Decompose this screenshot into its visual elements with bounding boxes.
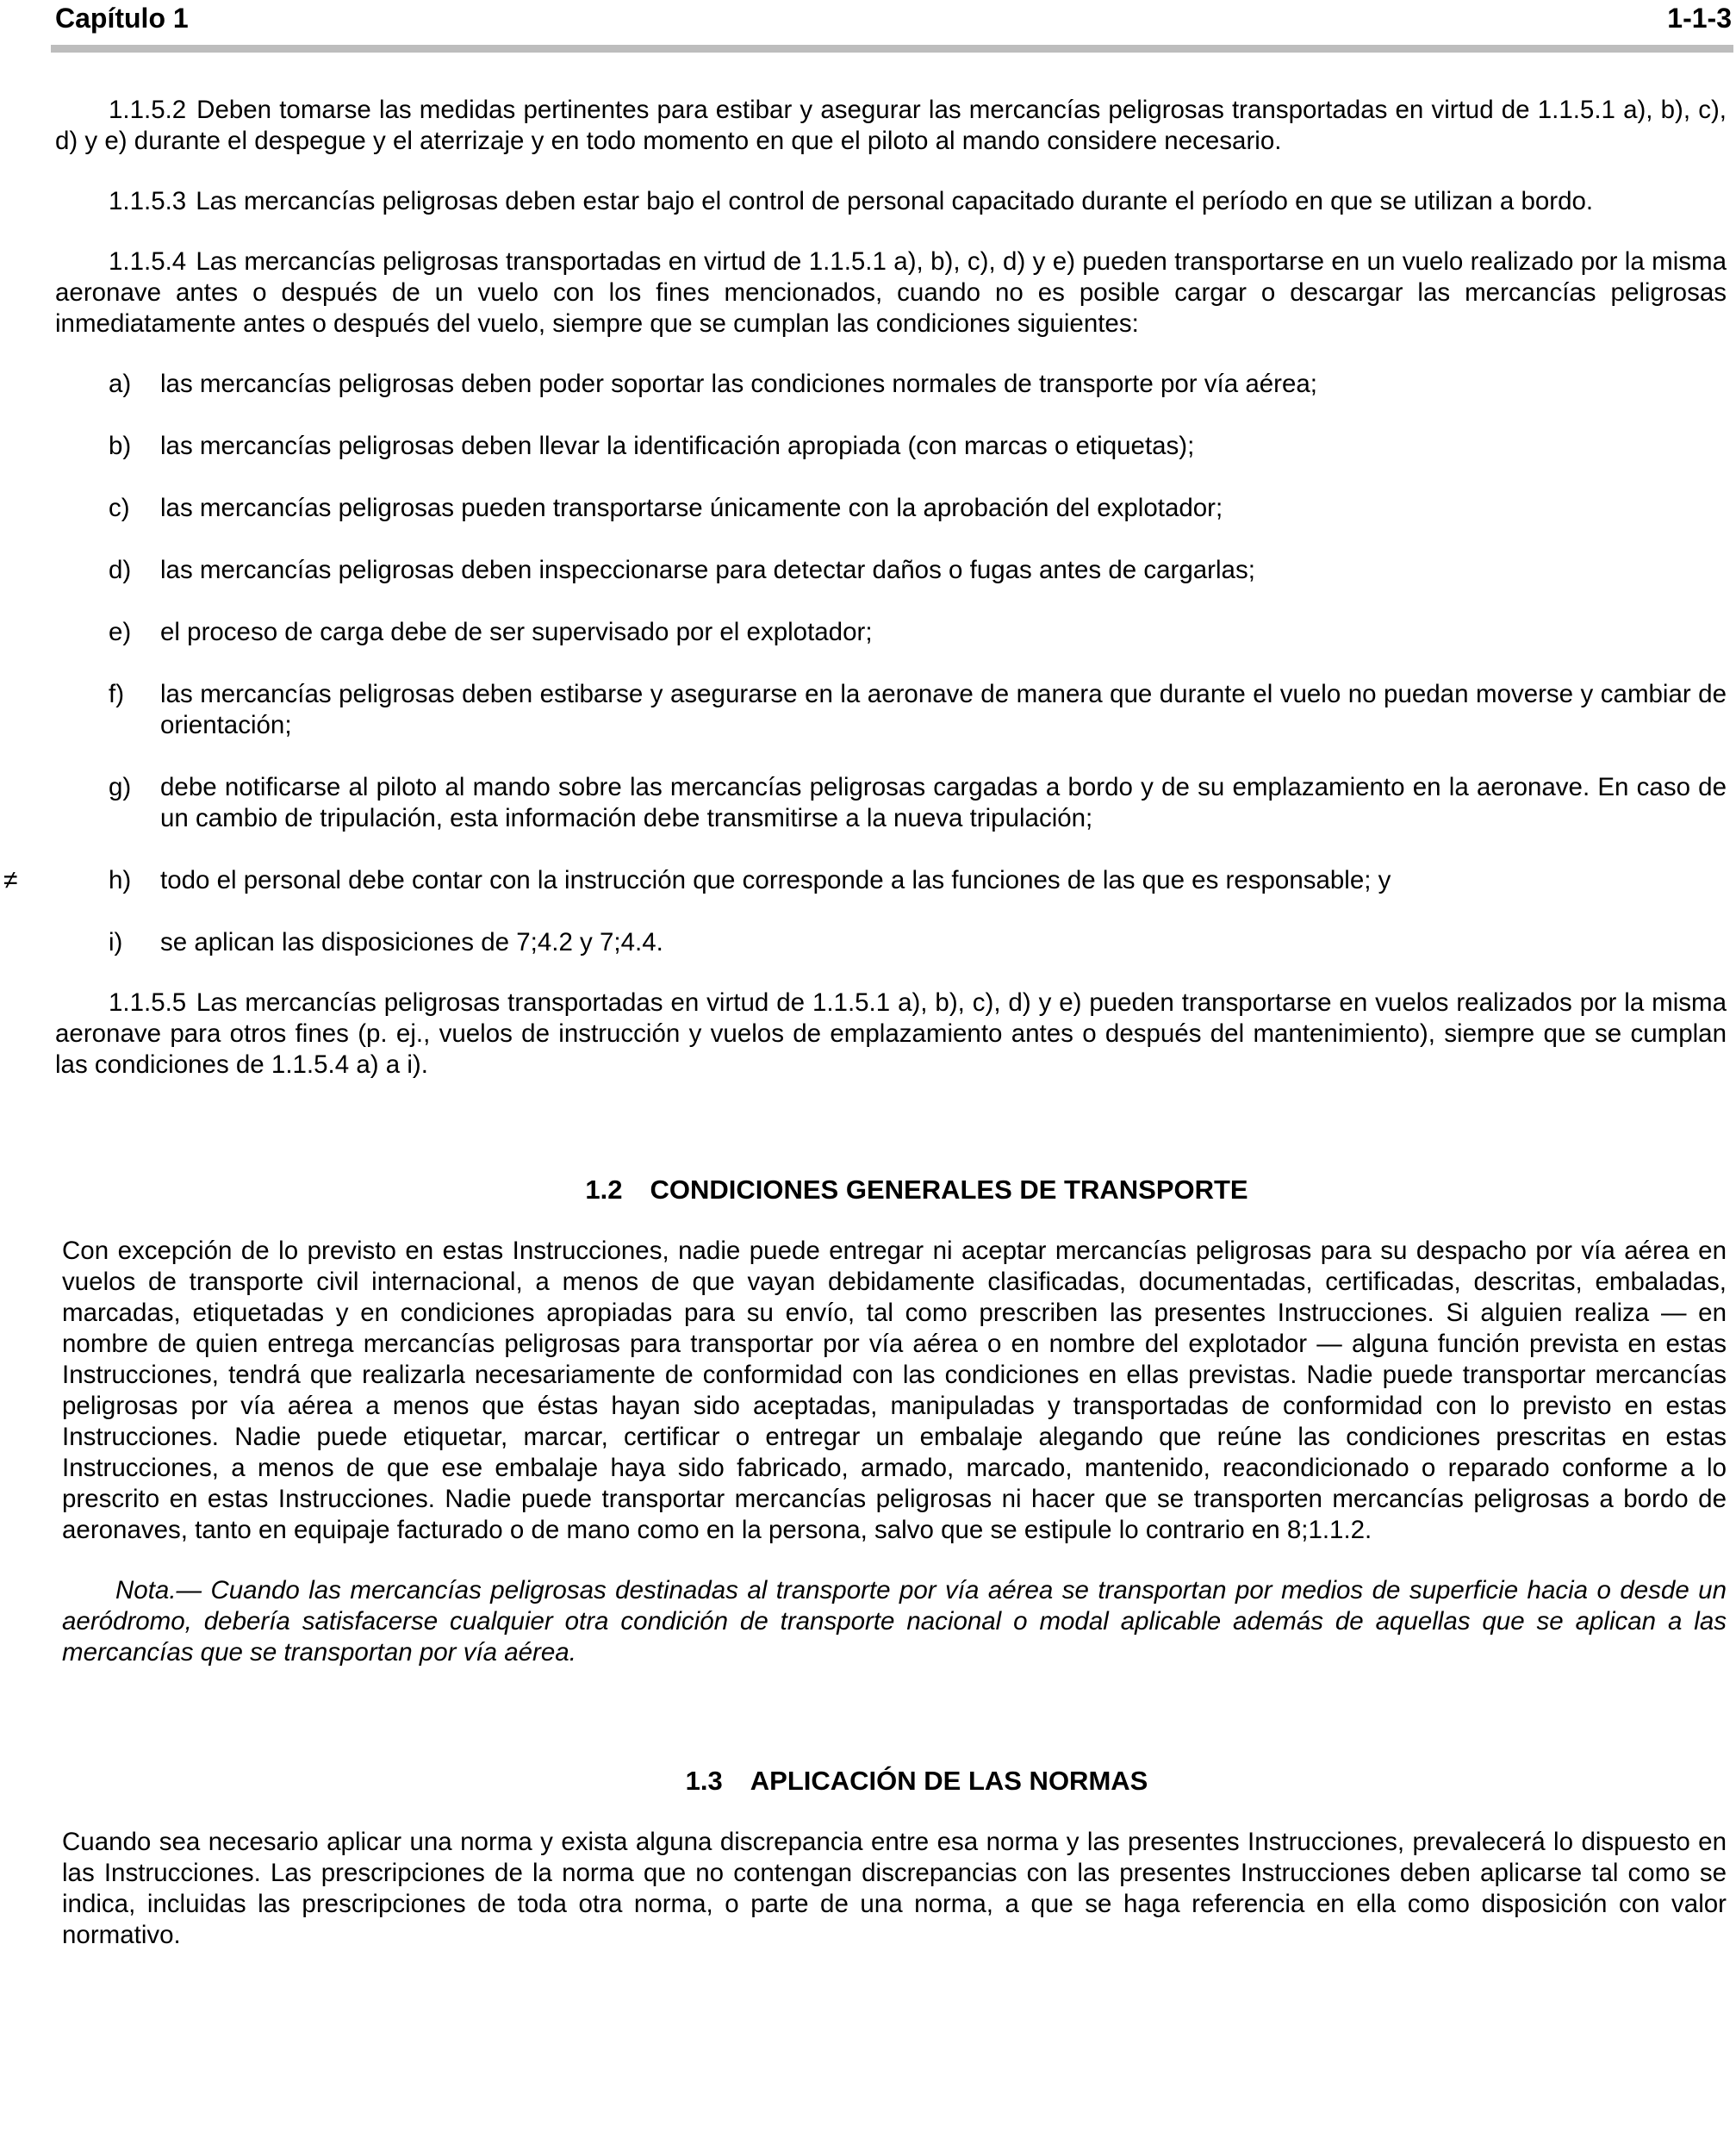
list-letter: e) bbox=[109, 618, 132, 646]
list-item-e bbox=[55, 617, 1727, 648]
list-item-text: las mercancías peligrosas pueden transportarse únicamente con la aprobación del explotador; bbox=[160, 494, 1223, 522]
list-item-a bbox=[55, 369, 1727, 400]
change-mark: ≠ bbox=[3, 866, 18, 894]
paragraph-1-1-5-5 bbox=[55, 988, 1727, 1081]
list-letter: h) bbox=[109, 866, 132, 894]
list-item-text: las mercancías peligrosas deben poder soportar las condiciones normales de transporte por vía aérea; bbox=[160, 370, 1317, 398]
paragraph-number: 1.1.5.5 bbox=[109, 988, 187, 1017]
list-letter: a) bbox=[109, 370, 132, 398]
paragraph-text: Las mercancías peligrosas deben estar bajo el control de personal capacitado durante el período en que se utilizan a bordo. bbox=[196, 187, 1594, 215]
list-item-b bbox=[55, 431, 1727, 462]
section-number: 1.3 bbox=[685, 1766, 723, 1796]
list-item-text: debe notificarse al piloto al mando sobre las mercancías peligrosas cargadas a bordo y de su emplazamiento en la aeronave. En caso de un cambio de tripulación, esta información debe transmitirse a la nueva tripulación; bbox=[160, 773, 1727, 832]
header-divider bbox=[51, 45, 1733, 53]
section-heading-1-2 bbox=[55, 1174, 1727, 1206]
list-item-c bbox=[55, 493, 1727, 524]
section-heading-1-3 bbox=[55, 1765, 1727, 1798]
paragraph-text: Las mercancías peligrosas transportadas en virtud de 1.1.5.1 a), b), c), d) y e) pueden transportarse en un vuelo realizado por la misma aeronave antes o después de un vuelo con los fines mencionados, cuando no es posible cargar o descargar las mercancías peligrosas inmediatamente antes o después del vuelo, siempre que se cumplan las condiciones siguientes: bbox=[55, 247, 1727, 338]
section-title: APLICACIÓN DE LAS NORMAS bbox=[750, 1766, 1148, 1796]
list-letter: c) bbox=[109, 494, 130, 522]
page-header bbox=[55, 2, 1732, 36]
list-item-f bbox=[55, 679, 1727, 741]
list-item-d bbox=[55, 555, 1727, 586]
list-letter: i) bbox=[109, 928, 123, 956]
paragraph-number: 1.1.5.3 bbox=[109, 187, 187, 215]
paragraph-1-1-5-4 bbox=[55, 246, 1727, 340]
list-item-h bbox=[3, 865, 1727, 896]
list-item-text: las mercancías peligrosas deben estibarse y asegurarse en la aeronave de manera que durante el vuelo no puedan moverse y cambiar de orientación; bbox=[160, 680, 1727, 739]
paragraph-number: 1.1.5.2 bbox=[109, 96, 187, 124]
section-title: CONDICIONES GENERALES DE TRANSPORTE bbox=[650, 1175, 1248, 1205]
paragraph-text: Deben tomarse las medidas pertinentes para estibar y asegurar las mercancías peligrosas transportadas en virtud de 1.1.5.1 a), b), c), d) y e) durante el despegue y el aterrizaje y en todo momento en que el piloto al mando considere necesario. bbox=[55, 96, 1727, 155]
list-item-text: las mercancías peligrosas deben inspeccionarse para detectar daños o fugas antes de cargarlas; bbox=[160, 556, 1255, 584]
chapter-title: Capítulo 1 bbox=[55, 3, 189, 34]
list-letter: g) bbox=[109, 773, 132, 801]
page-content bbox=[3, 95, 1727, 1980]
list-item-text: todo el personal debe contar con la instrucción que corresponde a las funciones de las que es responsable; y bbox=[160, 866, 1391, 894]
page-number: 1-1-3 bbox=[1667, 3, 1732, 34]
list-letter: f) bbox=[109, 680, 125, 708]
list-item-text: se aplican las disposiciones de 7;4.2 y 7;4.4. bbox=[160, 928, 663, 956]
list-item-g bbox=[55, 772, 1727, 834]
list-item-i bbox=[55, 927, 1727, 958]
list-item-text: el proceso de carga debe de ser supervisado por el explotador; bbox=[160, 618, 873, 646]
section-1-2-body: Con excepción de lo previsto en estas Instrucciones, nadie puede entregar ni aceptar mercancías peligrosas para su despacho por vía aérea en vuelos de transporte civil internacional, a menos de que vayan debidamente clasificadas, documentadas, certificadas, descritas, embaladas, marcadas, etiquetadas y en condiciones apropiadas para su envío, tal como prescriben las presentes Instrucciones. Si alguien realiza — en nombre de quien entrega mercancías peligrosas para transportar por vía aérea o en nombre del explotador — alguna función prevista en estas Instrucciones, tendrá que realizarla necesariamente de conformidad con las condiciones en ellas previstas. Nadie puede transportar mercancías peligrosas por vía aérea a menos que éstas hayan sido aceptadas, manipuladas y transportadas de conformidad con lo previsto en estas Instrucciones. Nadie puede etiquetar, marcar, certificar o entregar un embalaje alegando que reúne las condiciones prescritas en estas Instrucciones, a menos de que ese embalaje haya sido fabricado, armado, marcado, mantenido, reacondicionado o reparado conforme a lo prescrito en estas Instrucciones. Nadie puede transportar mercancías peligrosas ni hacer que se transporten mercancías peligrosas a bordo de aeronaves, tanto en equipaje facturado o de mano como en la persona, salvo que se estipule lo contrario en 8;1.1.2. bbox=[62, 1237, 1727, 1544]
conditions-list bbox=[3, 369, 1727, 958]
paragraph-number: 1.1.5.4 bbox=[109, 247, 187, 276]
paragraph-1-1-5-2 bbox=[55, 95, 1727, 157]
list-item-text: las mercancías peligrosas deben llevar la identificación apropiada (con marcas o etiquetas); bbox=[160, 432, 1195, 460]
section-1-3-body: Cuando sea necesario aplicar una norma y exista alguna discrepancia entre esa norma y las presentes Instrucciones, prevalecerá lo dispuesto en las Instrucciones. Las prescripciones de la norma que no contengan discrepancias con las presentes Instrucciones deben aplicarse tal como se indica, incluidas las prescripciones de toda otra norma, o parte de una norma, a que se haga referencia en ella como disposición con valor normativo. bbox=[62, 1828, 1727, 1949]
section-number: 1.2 bbox=[585, 1175, 623, 1205]
section-1-2-note: Nota.— Cuando las mercancías peligrosas destinadas al transporte por vía aérea se transportan por medios de superficie hacia o desde un aeródromo, debería satisfacerse cualquier otra condición de transporte nacional o modal aplicable además de aquellas que se aplican a las mercancías que se transportan por vía aérea. bbox=[62, 1576, 1727, 1667]
paragraph-1-1-5-3 bbox=[55, 186, 1727, 217]
paragraph-text: Las mercancías peligrosas transportadas en virtud de 1.1.5.1 a), b), c), d) y e) pueden transportarse en vuelos realizados por la misma aeronave para otros fines (p. ej., vuelos de instrucción y vuelos de emplazamiento antes o después del mantenimiento), siempre que se cumplan las condiciones de 1.1.5.4 a) a i). bbox=[55, 988, 1727, 1079]
list-letter: d) bbox=[109, 556, 132, 584]
list-letter: b) bbox=[109, 432, 132, 460]
